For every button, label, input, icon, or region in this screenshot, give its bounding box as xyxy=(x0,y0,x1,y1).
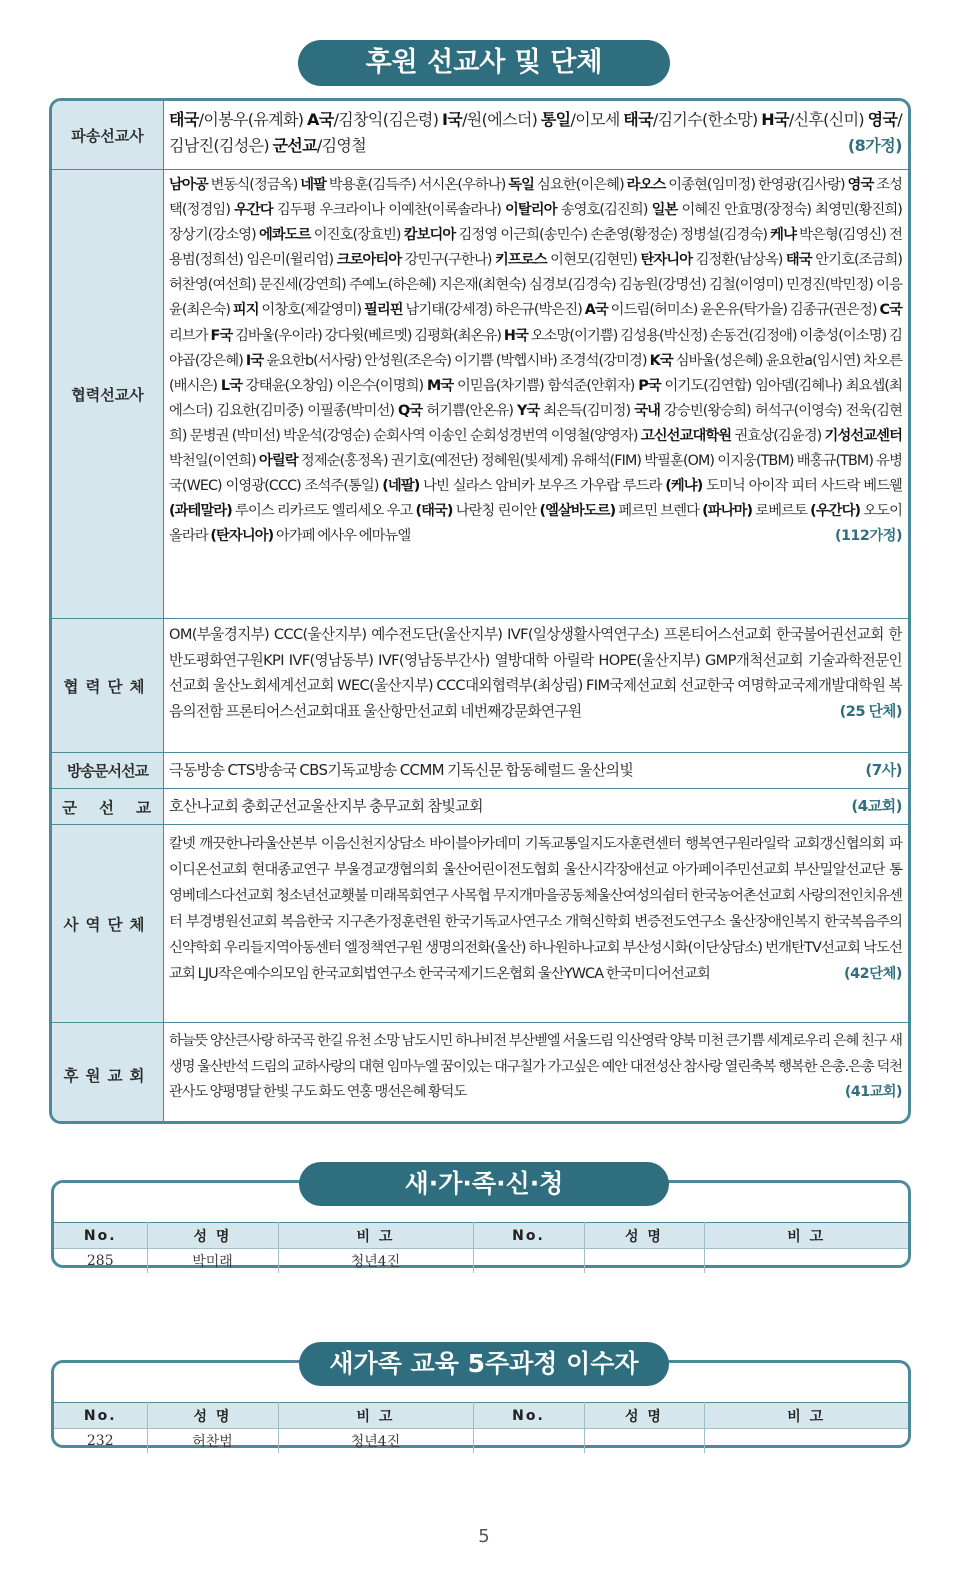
table-cell xyxy=(704,1249,908,1273)
row-content xyxy=(164,789,908,824)
row-count: (25 단체) xyxy=(839,702,902,720)
row-text: 남아공 변동식(정금옥) 네팔 박용훈(김득주) 서시온(우하나) 독일 심요한(이은혜) 라오스 이종현(임미정) 한영광(김사랑) 영국 조성택(정경임) 우간다 김두평 우크라이나 이예찬(이록솔라나) 이탈리아 송영호(김진희) 일본 이혜진 안효명(장정숙) 최영민(황진희) 장상기(강소영) 에콰도르 이진호(장효빈) 캄보디아 김정영 이근희(송민수) 손춘영(황정순) 정병설(김경숙) 케냐 박은형(김영신) 전용범(정희선) 임은미(윌리엄) 크로아티아 강민구(구한나) 키프로스 이현모(김현민) 탄자니아 김정환(남상옥) 태국 안기호(조금희) 허찬영(여선희) 문진세(강연희) 주예노(하은혜) 지은재(최현숙) 심경보(김경숙) 김농원(강명선) 김철(이영미) 민경진(박민정) 이응윤(최은숙) 피지 이창호(제갈영미) 필리핀 남기태(강세경) 하은규(박은진) A국 이드림(허미소) 윤온유(탁가을) 김종규(권은정) C국 리브가 F국 김바울(우이라) 강다윗(베르멧) 김평화(최온유) H국 오소망(이기쁨) 김성용(박신정) 손동건(김정애) 이충성(이소명) 김야곱(강은혜) I국 윤요한b(서사랑) 안성원(조은숙) 이기쁨 (박헵시바) 조경석(강미경) K국 심바울(성은혜) 윤요한a(임시연) 차오른(배시은) L국 강태윤(오창임) 이은수(이명희) M국 이믿음(차기쁨) 함석준(안휘자) P국 이기도(김연합) 임아뎀(김혜나) 최요셉(최에스더) 김요한(김미중) 이필종(박미선) Q국 허기쁨(안온유) Y국 최은득(김미정) 국내 강승빈(왕승희) 허석구(이영숙) 전욱(김현희) 문병권 (박미선) 박운석(강영순) 순회사역 이송인 순회성경번역 이영철(양영자) 고신선교대학원 권효상(김윤경) 기성선교센터 박천일(이연희) 아릴락 정제순(홍정옥) 권기호(예전단) 정혜원(빛세계) 유해석(FIM) 박필훈(OM) 이지웅(TBM) 배홍규(TBM) 유병국(WEC) 이영광(CCC) 조석주(통일) (네팔) 나빈 실라스 암비카 보우즈 가우랍 루드라 (케냐) 도미닉 아이작 피터 사드락 베드웰 (과테말라) 루이스 리카르도 엘리세오 우고 (태국) 나란칭 린이안 (엘살바도르) 페르민 브렌다 (파나마) 로베르토 (우간다) 오도이 올라라 (탄자니아) 아가페 에사우 에마뉴엘 xyxy=(169,177,903,545)
table-cell xyxy=(473,1249,584,1273)
row-count: (4교회) xyxy=(851,797,902,815)
table-cell xyxy=(584,1249,704,1273)
row-label: 방송문서선교 xyxy=(52,753,164,788)
row-label: 협력단체 xyxy=(52,619,164,752)
row-military-missions xyxy=(52,789,908,825)
row-supporting-churches xyxy=(52,1023,908,1124)
row-text: 칼넷 깨끗한나라울산본부 이음신천지상담소 바이블아카데미 기독교통일지도자훈련센터 행복연구원라일락 교회갱신협의회 파이디온선교회 현대종교연구 부울경교갱협의회 울산어린이전도협회 울산시각장애선교 아가페이주민선교회 부산밀알선교단 통영베데스다선교회 청소년선교횃불 미래목회연구 사목협 무지개마을공동체울산여성의쉼터 한국농어촌선교회 사랑의전인치유센터 부경병원선교회 복음한국 지구촌가정훈련원 한국기독교사연구소 개혁신학회 변증전도연구소 울산장애인복지 한국복음주의신약학회 우리들지역아동센터 엘정책연구원 생명의전화(울산) 하나원하나교회 부산성시화(이단상담소) 번개탄TV선교회 낙도선교회 LJU작은예수의모임 한국교회법연구소 한국국제기드온협회 울산YWCA 한국미디어선교회 xyxy=(169,836,902,982)
row-count: (42단체) xyxy=(844,966,902,982)
row-dispatched-missionaries xyxy=(52,101,908,170)
row-count: (112가정) xyxy=(834,528,902,545)
column-header: 비 고 xyxy=(278,1403,473,1429)
table-cell: 청년4진 xyxy=(278,1429,473,1453)
column-header: 비 고 xyxy=(704,1223,908,1249)
table-cell xyxy=(584,1429,704,1453)
row-count: (8가정) xyxy=(847,136,902,155)
section-title-support: 후원 선교사 및 단체 xyxy=(298,40,670,86)
row-text: 하늘뜻 양산큰사랑 하국곡 한길 유천 소망 남도시민 하나비전 부산벧엘 서울드림 익산영락 양북 미천 큰기쁨 세계로우리 은혜 친구 새생명 울산반석 드림의 교하사랑의 대현 임마누엘 꿈이있는 대구칠가 가고싶은 예안 대전성산 참사랑 열린축복 행복한 은총.은총 덕천 관사도 양평명달 한빛 구도 화도 연홍 맹선은혜 황덕도 xyxy=(169,1033,902,1101)
row-ministry-organizations xyxy=(52,825,908,1023)
row-broadcast-missions xyxy=(52,753,908,789)
row-text: OM(부울경지부) CCC(울산지부) 예수전도단(울산지부) IVF(일상생활사역연구소) 프론티어스선교회 한국불어권선교회 한반도평화연구원KPI IVF(영남동부) IVF(영남동부간사) 열방대학 아릴락 HOPE(울산지부) GMP개척선교회 기술과학전문인선교회 울산노회세계선교회 WEC(울산지부) CCC대외협력부(최상림) FIM국제선교회 선교한국 여명학교국제개발대학원 복음의전함 프론티어스선교회대표 울산항만선교회 네번째강문화연구원 xyxy=(169,626,902,720)
column-header: 성 명 xyxy=(147,1403,278,1429)
column-header: 성 명 xyxy=(147,1223,278,1249)
row-content xyxy=(164,825,908,1022)
table-cell: 청년4진 xyxy=(278,1249,473,1273)
row-label: 군선교 xyxy=(52,789,164,824)
column-header: No. xyxy=(473,1403,584,1429)
table-cell xyxy=(704,1429,908,1453)
row-partner-missionaries xyxy=(52,170,908,619)
row-content xyxy=(164,170,908,618)
section-title-education: 새가족 교육 5주과정 이수자 xyxy=(299,1342,669,1386)
column-header: 성 명 xyxy=(584,1223,704,1249)
section-title-new-family: 새·가·족·신·청 xyxy=(299,1162,669,1206)
row-count: (41교회) xyxy=(844,1084,902,1101)
table-cell: 허찬범 xyxy=(147,1429,278,1453)
column-header: No. xyxy=(54,1223,147,1249)
table-cell xyxy=(473,1429,584,1453)
row-count: (7사) xyxy=(865,761,902,779)
table-row xyxy=(54,1249,908,1273)
row-text: 극동방송 CTS방송국 CBS기독교방송 CCMM 기독신문 합동헤럴드 울산의빛 xyxy=(169,761,634,779)
table-row xyxy=(54,1429,908,1453)
row-text: 태국/이봉우(유계화) A국/김창익(김은령) I국/원(에스더) 통일/이모세 태국/김기수(한소망) H국/신후(신미) 영국/김남진(김성은) 군선교/김영철 xyxy=(169,110,902,155)
row-label: 후원교회 xyxy=(52,1023,164,1124)
support-table xyxy=(49,98,911,1124)
row-partner-organizations xyxy=(52,619,908,753)
table-cell: 285 xyxy=(54,1249,147,1273)
row-content xyxy=(164,1023,908,1124)
row-content xyxy=(164,101,908,169)
column-header: 성 명 xyxy=(584,1403,704,1429)
row-content xyxy=(164,619,908,752)
column-header: No. xyxy=(54,1403,147,1429)
column-header: 비 고 xyxy=(278,1223,473,1249)
table-header-row xyxy=(54,1403,908,1429)
table-cell: 232 xyxy=(54,1429,147,1453)
table-cell: 박미래 xyxy=(147,1249,278,1273)
row-text: 호산나교회 충회군선교울산지부 충무교회 참빛교회 xyxy=(169,797,483,815)
column-header: 비 고 xyxy=(704,1403,908,1429)
row-label: 파송선교사 xyxy=(52,101,164,169)
column-header: No. xyxy=(473,1223,584,1249)
page-number: 5 xyxy=(478,1526,490,1547)
row-label: 사역단체 xyxy=(52,825,164,1022)
row-content xyxy=(164,753,908,788)
table-header-row xyxy=(54,1223,908,1249)
row-label: 협력선교사 xyxy=(52,170,164,618)
